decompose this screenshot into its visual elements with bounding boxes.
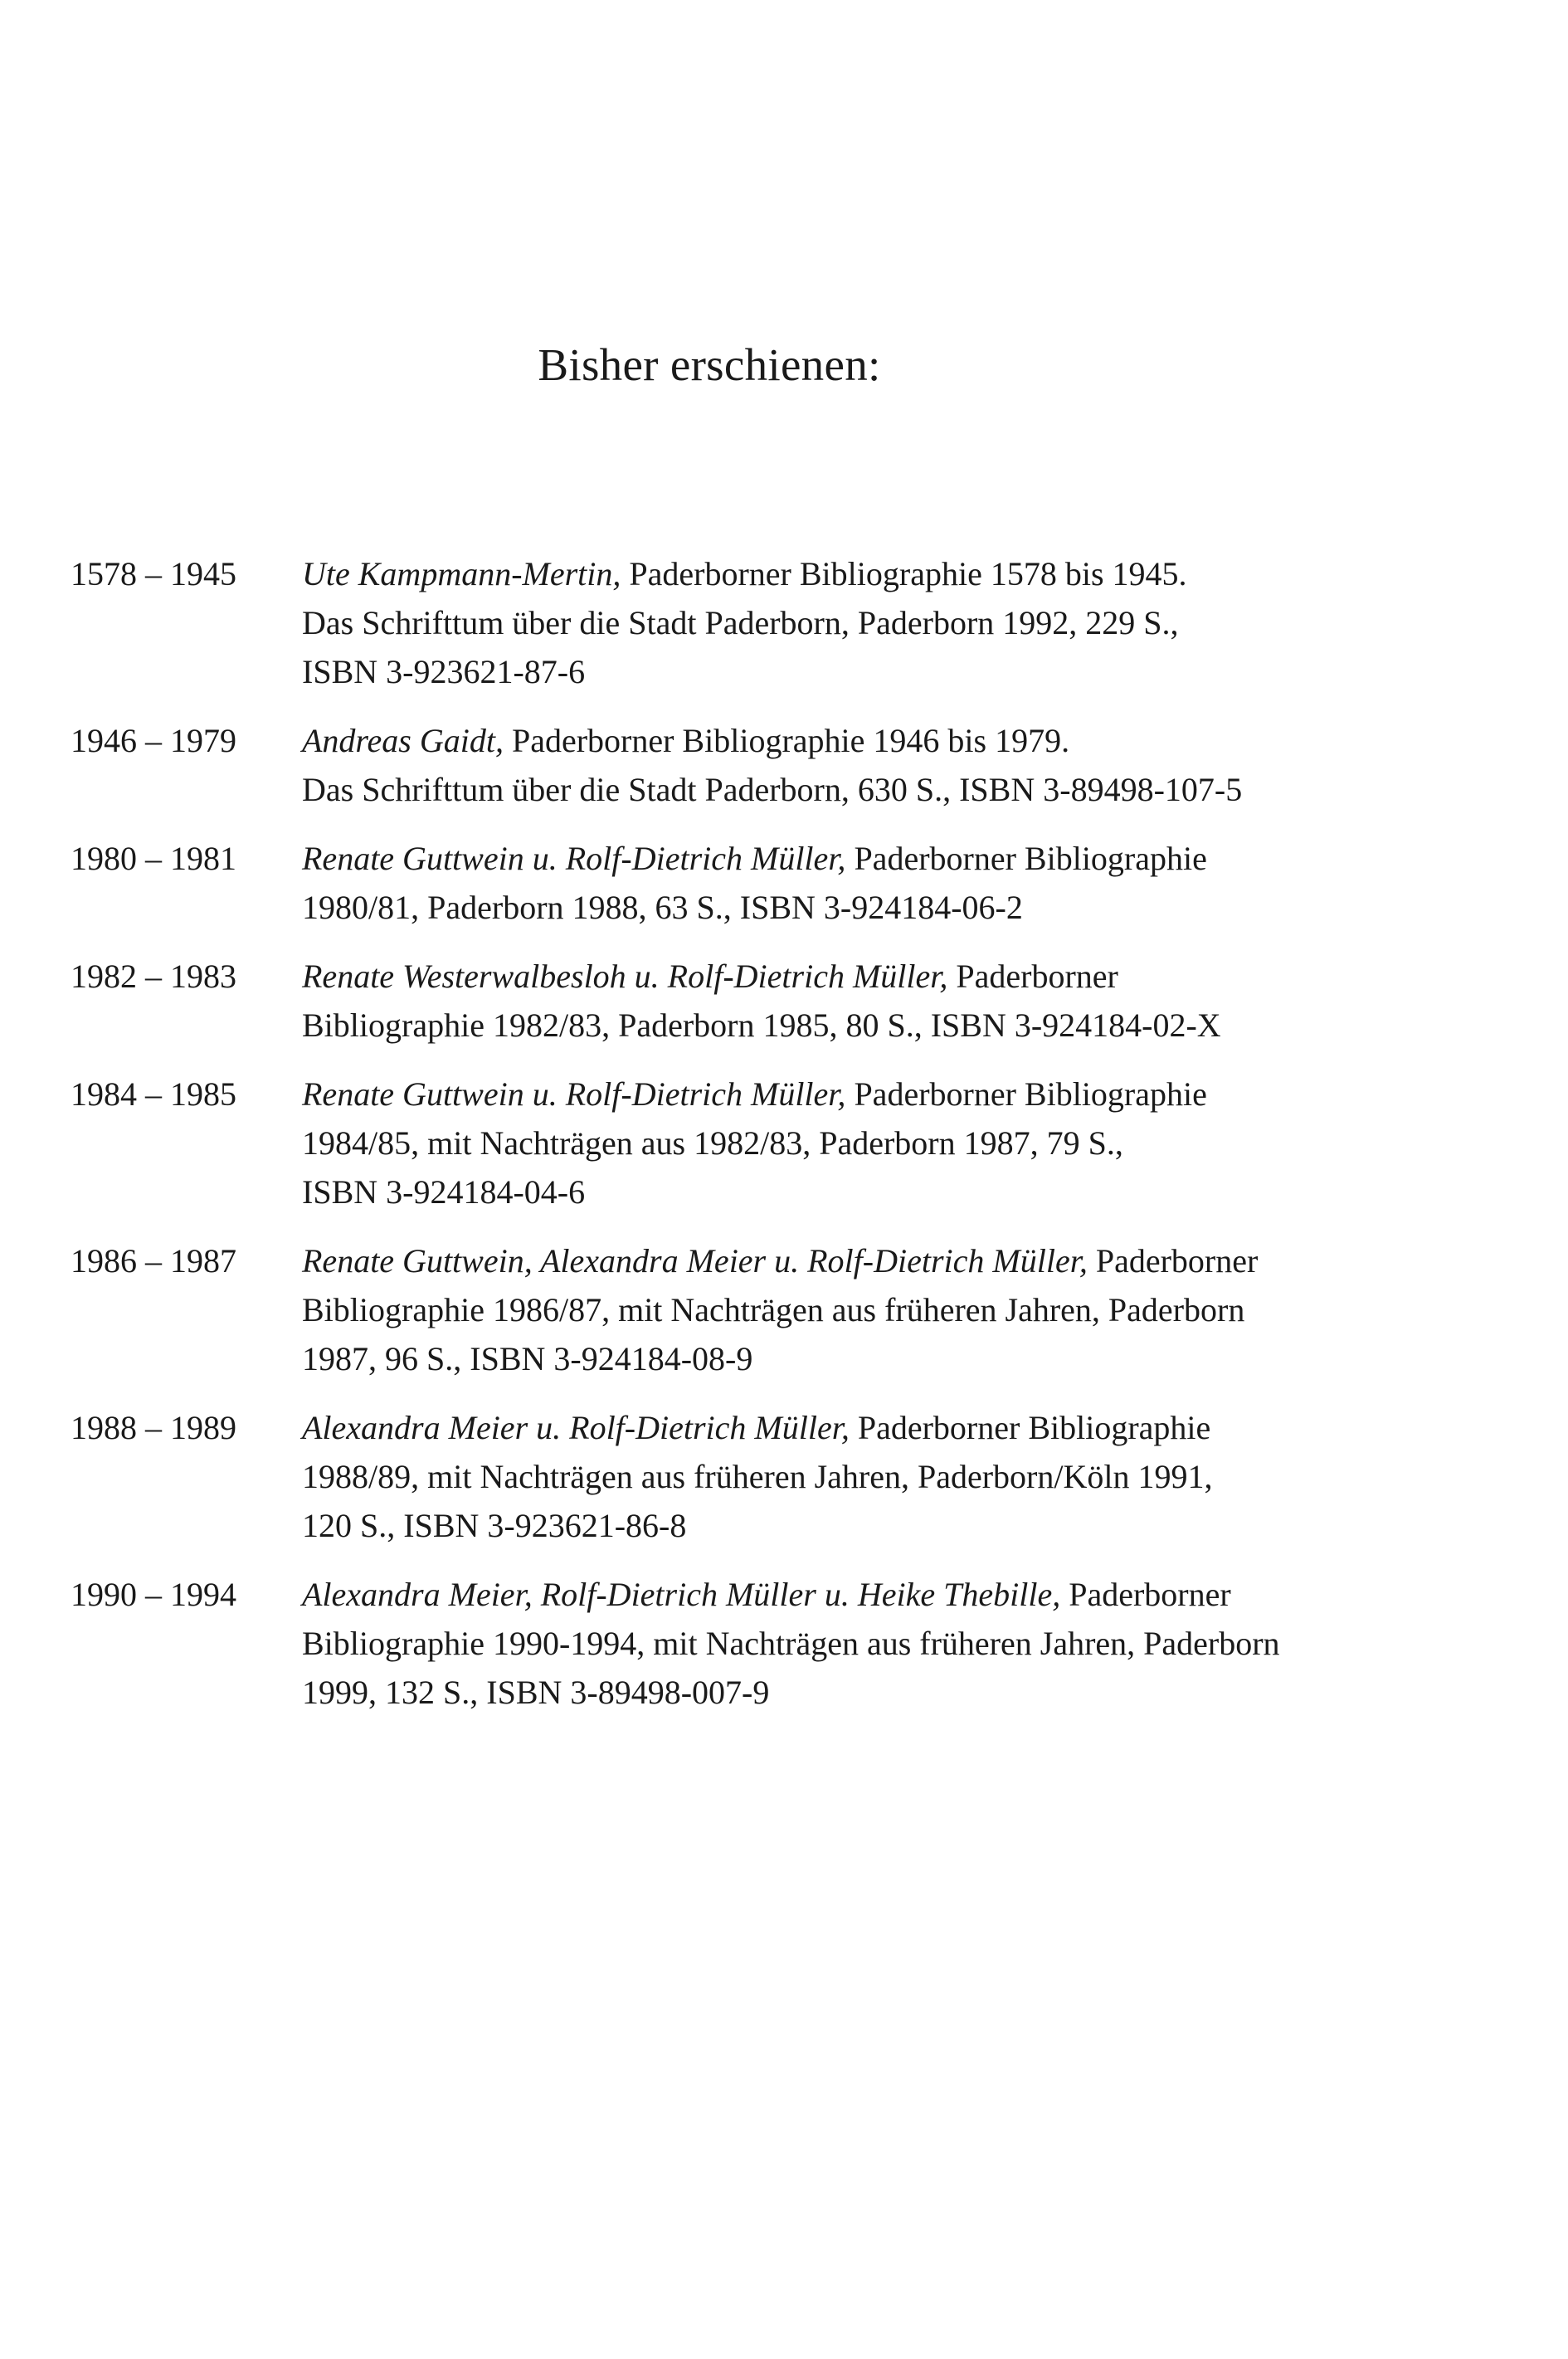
entry-authors: Renate Guttwein u. Rolf-Dietrich Müller, (302, 840, 846, 877)
citation-line: Das Schrifttum über die Stadt Paderborn, Paderborn 1992, 229 S., (302, 604, 1179, 641)
citation-line (302, 716, 1364, 765)
citation-line: 1987, 96 S., ISBN 3-924184-08-9 (302, 1340, 753, 1377)
citation-line (302, 1403, 1364, 1452)
entry-years: 1578 – 1945 (71, 555, 236, 592)
list-item (71, 952, 1365, 1050)
entry-authors: Alexandra Meier, Rolf-Dietrich Müller u. Heike Thebille, (302, 1576, 1061, 1613)
entry-years: 1980 – 1981 (71, 840, 236, 877)
list-item (71, 1570, 1365, 1717)
entry-years: 1986 – 1987 (71, 1242, 236, 1279)
entry-citation (302, 549, 1364, 696)
list-item (71, 1070, 1365, 1216)
entry-title: Paderborner (947, 958, 1118, 995)
entry-years: 1946 – 1979 (71, 722, 236, 759)
citation-line (302, 952, 1364, 1001)
entry-title: Paderborner (1060, 1576, 1231, 1613)
entry-title: Paderborner Bibliographie (845, 1075, 1207, 1113)
entry-title: Paderborner Bibliographie (845, 840, 1207, 877)
entry-years: 1988 – 1989 (71, 1409, 236, 1446)
citation-line (302, 1570, 1364, 1619)
entry-citation (302, 1570, 1364, 1717)
citation-line (302, 1236, 1364, 1285)
entry-title: Paderborner Bibliographie 1946 bis 1979. (503, 722, 1070, 759)
citation-line: 120 S., ISBN 3-923621-86-8 (302, 1507, 687, 1544)
list-item (71, 1403, 1365, 1550)
entry-years: 1984 – 1985 (71, 1075, 236, 1113)
entry-citation (302, 716, 1364, 814)
entry-title: Paderborner Bibliographie (849, 1409, 1211, 1446)
citation-line: Bibliographie 1982/83, Paderborn 1985, 80 S., ISBN 3-924184-02-X (302, 1006, 1221, 1044)
entry-authors: Andreas Gaidt, (302, 722, 504, 759)
page-title: Bisher erschienen: (538, 339, 881, 390)
entry-citation (302, 1403, 1364, 1550)
entry-years: 1982 – 1983 (71, 958, 236, 995)
entry-title: Paderborner (1087, 1242, 1259, 1279)
citation-line: Das Schrifttum über die Stadt Paderborn, 630 S., ISBN 3-89498-107-5 (302, 771, 1243, 808)
citation-line: 1988/89, mit Nachträgen aus früheren Jahren, Paderborn/Köln 1991, (302, 1458, 1213, 1495)
list-item (71, 716, 1365, 814)
entry-citation (302, 834, 1364, 932)
entry-authors: Renate Guttwein u. Rolf-Dietrich Müller, (302, 1075, 846, 1113)
entry-authors: Alexandra Meier u. Rolf-Dietrich Müller, (302, 1409, 850, 1446)
citation-line (302, 549, 1364, 598)
list-item (71, 834, 1365, 932)
list-item (71, 549, 1365, 696)
citation-line: ISBN 3-924184-04-6 (302, 1173, 586, 1211)
entry-citation (302, 1070, 1364, 1216)
publication-list (71, 549, 1365, 1737)
entry-citation (302, 952, 1364, 1050)
citation-line: Bibliographie 1990-1994, mit Nachträgen aus früheren Jahren, Paderborn (302, 1625, 1280, 1662)
citation-line: Bibliographie 1986/87, mit Nachträgen aus früheren Jahren, Paderborn (302, 1291, 1245, 1328)
citation-line: 1980/81, Paderborn 1988, 63 S., ISBN 3-924184-06-2 (302, 889, 1023, 926)
entry-authors: Renate Westerwalbesloh u. Rolf-Dietrich Müller, (302, 958, 948, 995)
entry-citation (302, 1236, 1364, 1383)
citation-line: 1984/85, mit Nachträgen aus 1982/83, Paderborn 1987, 79 S., (302, 1124, 1123, 1162)
entry-authors: Renate Guttwein, Alexandra Meier u. Rolf-Dietrich Müller, (302, 1242, 1088, 1279)
entry-authors: Ute Kampmann-Mertin, (302, 555, 621, 592)
entry-years: 1990 – 1994 (71, 1576, 236, 1613)
citation-line: 1999, 132 S., ISBN 3-89498-007-9 (302, 1674, 770, 1711)
entry-title: Paderborner Bibliographie 1578 bis 1945. (621, 555, 1187, 592)
list-item (71, 1236, 1365, 1383)
citation-line (302, 1070, 1364, 1119)
citation-line (302, 834, 1364, 883)
citation-line: ISBN 3-923621-87-6 (302, 653, 586, 690)
